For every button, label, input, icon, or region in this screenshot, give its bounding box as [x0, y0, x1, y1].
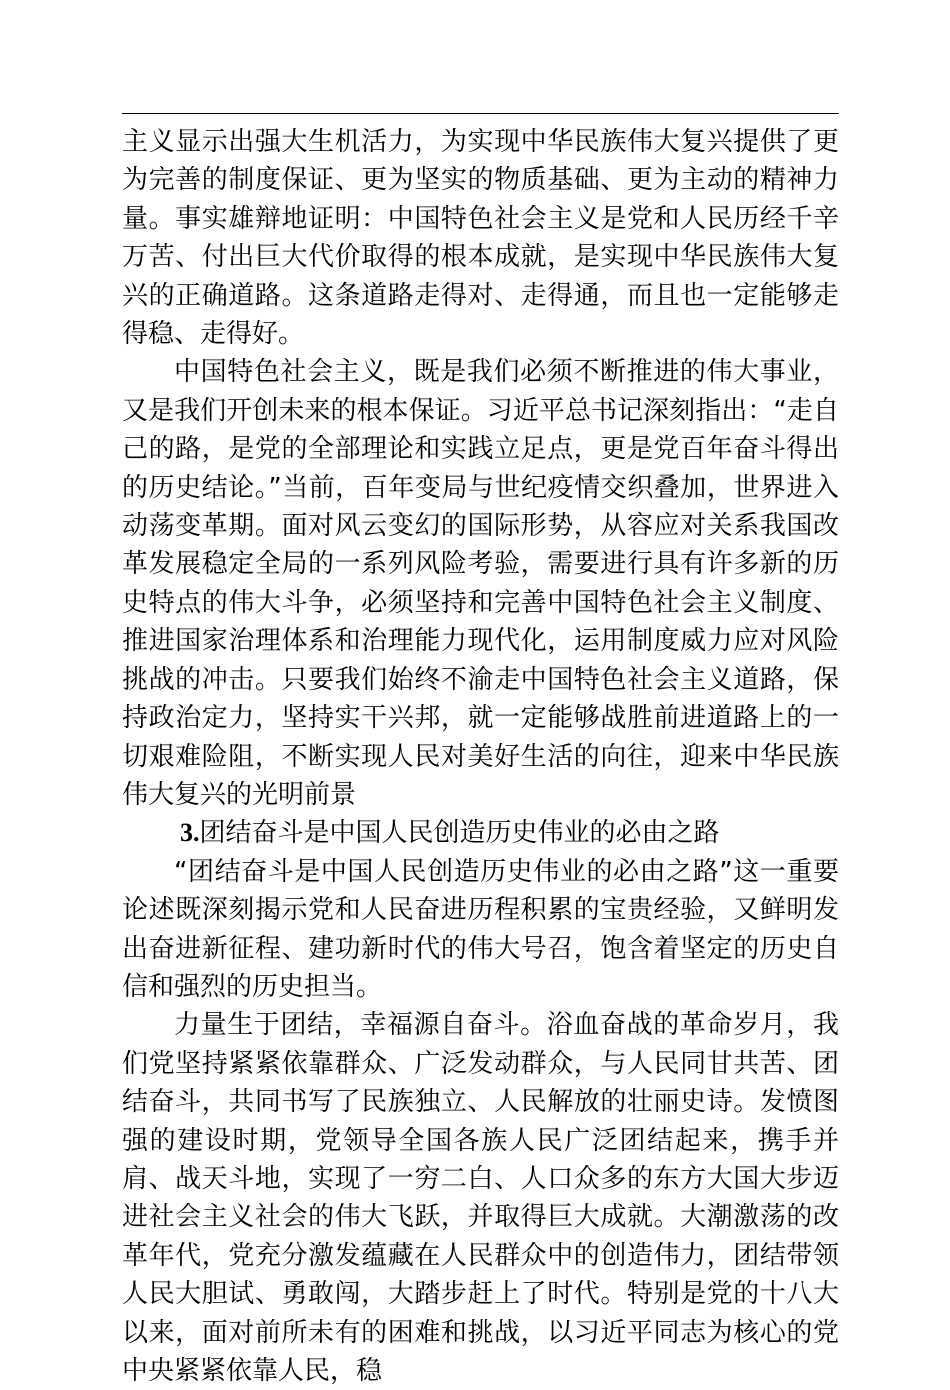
paragraph-socialism-path: 中国特色社会主义，既是我们必须不断推进的伟大事业，又是我们开创未来的根本保证。习近平总书记深刻指出：“走自己的路，是党的全部理论和实践立足点，更是党百年奋斗得出的历史结论。”当前，百年变局与世纪疫情交织叠加，世界进入动荡变革期。面对风云变幻的国际形势，从容应对关系我国改革发展稳定全局的一系列风险考验，需要进行具有许多新的历史特点的伟大斗争，必须坚持和完善中国特色社会主义制度、推进国家治理体系和治理能力现代化，运用制度威力应对风险挑战的冲击。只要我们始终不渝走中国特色社会主义道路，保持政治定力，坚持实干兴邦，就一定能够战胜前进道路上的一切艰难险阻，不断实现人民对美好生活的向往，迎来中华民族伟大复兴的光明前景 — [122, 357, 839, 810]
section-heading-text: 团结奋斗是中国人民创造历史伟业的必由之路 — [199, 818, 720, 849]
header-rule — [122, 113, 839, 114]
section-heading — [122, 814, 839, 852]
paragraph-continuation: 主义显示出强大生机活力，为实现中华民族伟大复兴提供了更为完善的制度保证、更为坚实的物质基础、更为主动的精神力量。事实雄辩地证明：中国特色社会主义是党和人民历经千辛万苦、付出巨大代价取得的根本成就，是实现中华民族伟大复兴的正确道路。这条道路走得对、走得通，而且也一定能够走得稳、走得好。 — [122, 127, 839, 350]
section-heading-number: 3. — [180, 818, 200, 848]
document-body — [122, 123, 839, 1390]
paragraph-unity-quote: “团结奋斗是中国人民创造历史伟业的必由之路”这一重要论述既深刻揭示党和人民奋进历程积累的宝贵经验，又鲜明发出奋进新征程、建功新时代的伟大号召，饱含着坚定的历史自信和强烈的历史担当。 — [122, 856, 839, 1002]
paragraph-unity-history: 力量生于团结，幸福源自奋斗。浴血奋战的革命岁月，我们党坚持紧紧依靠群众、广泛发动群众，与人民同甘共苦、团结奋斗，共同书写了民族独立、人民解放的壮丽史诗。发愤图强的建设时期，党领导全国各族人民广泛团结起来，携手并肩、战天斗地，实现了一穷二白、人口众多的东方大国大步迈进社会主义社会的伟大飞跃，并取得巨大成就。大潮激荡的改革年代，党充分激发蕴藏在人民群众中的创造伟力，团结带领人民大胆试、勇敢闯，大踏步赶上了时代。特别是党的十八大以来，面对前所未有的困难和挑战，以习近平同志为核心的党中央紧紧依靠人民，稳 — [122, 1010, 839, 1386]
